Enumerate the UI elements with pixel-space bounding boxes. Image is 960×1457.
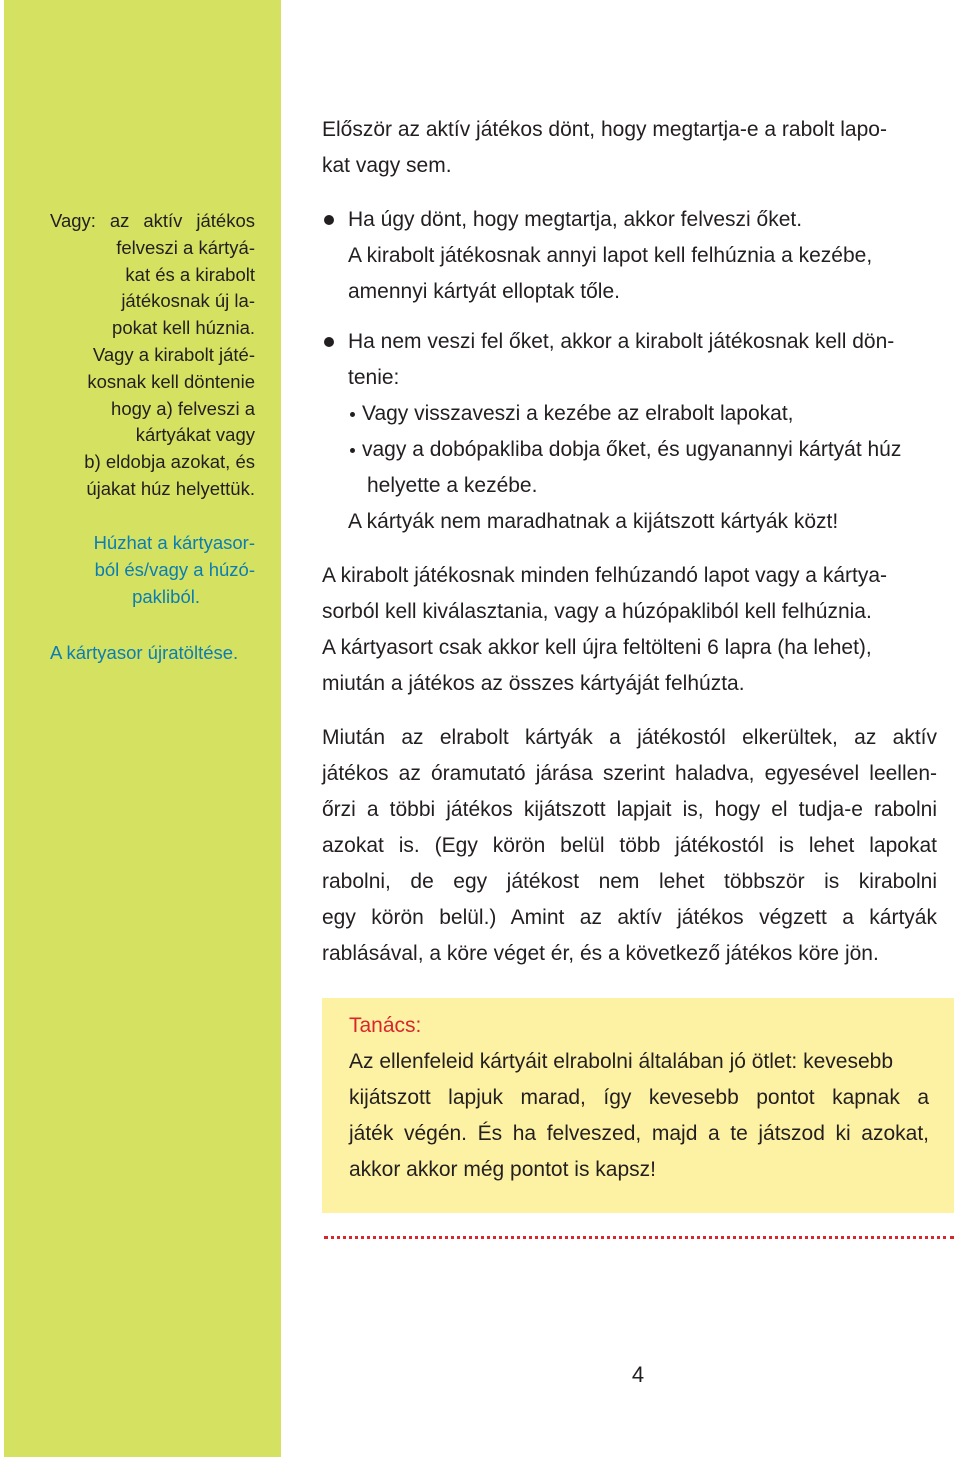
sidebar-line: hogy a) felveszi a	[111, 397, 255, 419]
sidebar-line: kártyákat vagy	[135, 424, 255, 446]
sidebar-line: Húzhat a kártyasor-	[93, 532, 255, 553]
sub-bullet-dot-icon	[350, 448, 355, 453]
bullet-line: amennyi kártyát elloptak tőle.	[348, 280, 620, 303]
sidebar-line: Vagy a kirabolt játé-	[92, 343, 255, 365]
sub-bullet-line: helyette a kezébe.	[367, 474, 538, 497]
sidebar-line: újakat húz helyettük.	[86, 477, 255, 499]
paragraph-line: egy körön belül.) Amint az aktív játékos végzett a kártyák	[322, 906, 937, 929]
sub-bullet-take-back	[322, 396, 937, 432]
bullet-not-keep	[322, 324, 937, 396]
sidebar-reload-note	[50, 640, 255, 667]
tip-title: Tanács:	[349, 1014, 422, 1037]
sidebar-line: kat és a kirabolt	[125, 263, 255, 285]
sub-bullet-discard	[322, 432, 937, 468]
paragraph-line: azokat is. (Egy körön belül több játékostól is lehet lapokat	[322, 834, 937, 857]
tip-box	[322, 998, 954, 1213]
paragraph-line: rablásával, a köre véget ér, és a következő játékos köre jön.	[322, 942, 879, 965]
tip-line: kijátszott lapjuk marad, így kevesebb pontot kapnak a	[349, 1086, 929, 1109]
rule-note: A kártyák nem maradhatnak a kijátszott kártyák közt!	[348, 510, 839, 533]
paragraph-line: miután a játékos az összes kártyáját felhúzta.	[322, 672, 745, 695]
bullet-line: Ha úgy dönt, hogy megtartja, akkor felveszi őket.	[348, 208, 803, 231]
bullet-dot-icon	[324, 215, 334, 225]
intro-line: Először az aktív játékos dönt, hogy megtartja-e a rabolt lapo-	[322, 118, 887, 141]
sidebar-line: pokat kell húznia.	[112, 317, 255, 339]
sidebar-draw-note	[50, 530, 255, 610]
sidebar-line: kosnak kell döntenie	[87, 370, 255, 392]
paragraph-line: játékos az óramutató járása szerint haladva, egyesével leellen-	[322, 762, 937, 785]
paragraph-line: A kirabolt játékosnak minden felhúzandó lapot vagy a kártya-	[322, 564, 888, 587]
tip-body	[349, 1044, 929, 1188]
sidebar-line: pakliból.	[132, 585, 200, 607]
tip-line: Az ellenfeleid kártyáit elrabolni általában jó ötlet: kevesebb	[349, 1050, 894, 1073]
sidebar-line: ból és/vagy a húzó-	[94, 558, 255, 580]
paragraph-line: Miután az elrabolt kártyák a játékostól elkerültek, az aktív	[322, 726, 937, 749]
tip-line: akkor akkor még pontot is kapsz!	[349, 1158, 656, 1181]
sidebar-line: A kártyasor újratöltése.	[50, 642, 239, 663]
sidebar-line: játékosnak új la-	[121, 290, 255, 312]
dotted-divider	[324, 1236, 954, 1239]
bullet-keep	[322, 202, 937, 310]
sub-bullet-dot-icon	[350, 412, 355, 417]
sub-bullet-line: vagy a dobópakliba dobja őket, és ugyanannyi kártyát húz	[362, 438, 902, 461]
paragraph-line: sorból kell kiválasztania, vagy a húzópakliból kell felhúznia.	[322, 600, 872, 623]
main-text	[322, 112, 937, 972]
page-number: 4	[631, 1362, 645, 1387]
sidebar-line: Vagy: az aktív játékos	[50, 210, 255, 231]
paragraph-line: A kártyasort csak akkor kell újra feltölteni 6 lapra (ha lehet),	[322, 636, 872, 659]
sidebar-option-note	[50, 208, 255, 503]
paragraph-line: rabolni, de egy játékost nem lehet többször is kirabolni	[322, 870, 937, 893]
sidebar-line: b) eldobja azokat, és	[84, 451, 255, 473]
sidebar-line: felveszi a kártyá-	[116, 236, 255, 258]
bullet-dot-icon	[324, 337, 334, 347]
tip-line: játék végén. És ha felveszed, majd a te játszod ki azokat,	[349, 1122, 929, 1145]
intro-line: kat vagy sem.	[322, 154, 452, 177]
paragraph-line: őrzi a többi játékos kijátszott lapjait is, hogy el tudja-e rabolni	[322, 798, 937, 821]
bullet-line: A kirabolt játékosnak annyi lapot kell felhúznia a kezébe,	[348, 244, 873, 267]
sub-bullet-line: Vagy visszaveszi a kezébe az elrabolt lapokat,	[362, 402, 794, 425]
bullet-line: Ha nem veszi fel őket, akkor a kirabolt játékosnak kell dön-	[348, 330, 895, 353]
bullet-line: tenie:	[348, 366, 400, 389]
